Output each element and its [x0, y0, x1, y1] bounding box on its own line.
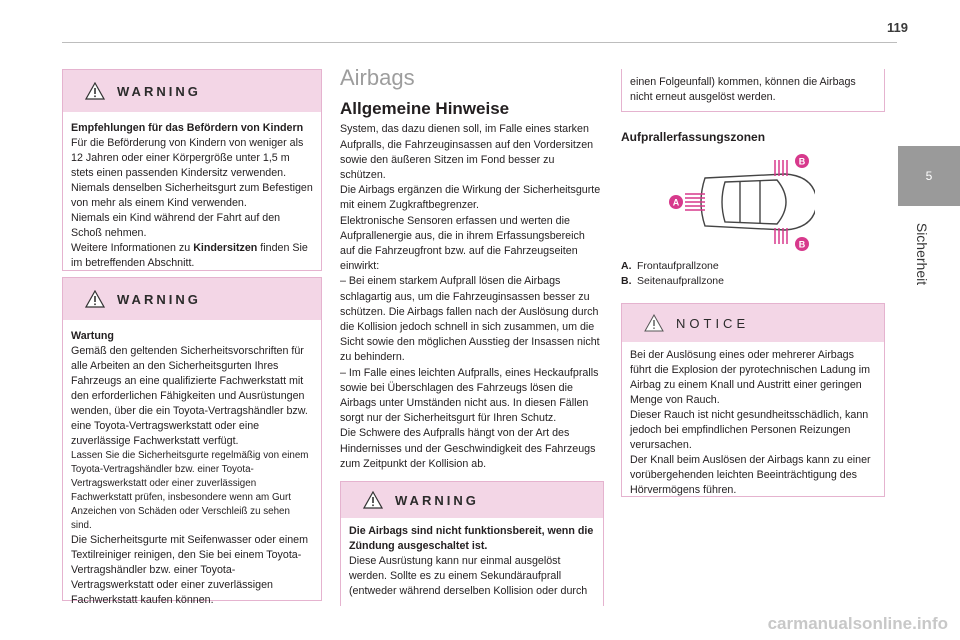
- paragraph: – Im Falle eines leichten Aufpralls, eines Heckaufpralls sowie bei Überschlagen des Fahrzeugs lösen die Airbags unter Umständen nicht aus. In diesen Fällen sorgt nur der Sicherheitsgurt für Ihren Schutz.: [340, 366, 599, 425]
- notice-body: [622, 342, 884, 506]
- marker-a-label: A: [672, 197, 680, 208]
- warning-box-children: [62, 69, 322, 271]
- chapter-label: Sicherheit: [914, 222, 930, 286]
- zones-legend: [621, 259, 883, 289]
- legend-key: B.: [621, 275, 632, 287]
- notice-header: [622, 304, 884, 342]
- paragraph: Elektronische Sensoren erfassen und werten die Aufprallenergie aus, die in ihrem Erfassungsbereich auf die Fahrzeugfront bzw. auf die Fahrzeugseiten einwirkt:: [340, 214, 585, 273]
- warning-box-airbags: [340, 481, 604, 606]
- legend-row: [621, 274, 883, 289]
- chapter-number: 5: [925, 169, 933, 183]
- watermark: carmanualsonline.info: [767, 614, 948, 633]
- warning-heading: Die Airbags sind nicht funktionsbereit, wenn die Zündung ausgeschaltet ist.: [349, 525, 594, 552]
- section-title: Airbags: [340, 65, 415, 90]
- warning-title: WARNING: [117, 291, 201, 307]
- legend-row: [621, 259, 883, 274]
- notice-box: [621, 303, 885, 497]
- section-subtitle: Allgemeine Hinweise: [340, 99, 510, 119]
- warning-header: [341, 482, 603, 518]
- front-impact-zone: [685, 194, 705, 210]
- zones-heading: Aufprallerfassungszonen: [621, 130, 766, 144]
- marker-b-label: B: [798, 156, 806, 167]
- paragraph: – Bei einem starkem Aufprall lösen die Airbags schlagartig aus, um die Fahrzeuginsassen besser zu schützen. Die Airbags fallen nach der Auslösung durch die Kollision jedoch schnell in sich zusammen, um die Sicht sowie den möglichen Ausstieg der Insassen nicht zu behindern.: [340, 275, 600, 364]
- paragraph: Der Knall beim Auslösen der Airbags kann zu einer vorübergehenden leichten Beeinträchtigung des Hörvermögens führen.: [630, 454, 871, 496]
- paragraph: Bei der Auslösung eines oder mehrerer Airbags führt die Explosion der pyrotechnischen Ladung im Airbag zu einem Knall und Austritt einer geringen Menge von Rauch.: [630, 349, 871, 406]
- paragraph: System, das dazu dienen soll, im Falle eines starken Aufpralls, die Fahrzeuginsassen auf den Vordersitzen sowie den äußeren Sitzen im Fond besser zu schützen.: [340, 123, 594, 182]
- paragraph: Die Schwere des Aufpralls hängt von der Art des Hindernisses und der Geschwindigkeit des Fahrzeugs zum Zeitpunkt der Kollision ab.: [340, 427, 596, 470]
- warning-body: [341, 518, 603, 607]
- info-text: Weitere Informationen zu: [71, 242, 194, 254]
- warning-heading: Wartung: [71, 330, 114, 342]
- warning-text: Die Sicherheitsgurte mit Seifenwasser oder einem Textilreiniger reinigen, den Sie bei einem Toyota-Vertragshändler bzw. einer Toyota-Vertragswerkstatt oder einer zuverlässigen Fachwerkstatt kaufen können.: [71, 534, 309, 606]
- info-text: finden Sie im betreffenden Abschnitt.: [71, 242, 308, 269]
- warning-body: [622, 69, 884, 113]
- warning-box-maintenance: [62, 277, 322, 606]
- warning-body: [63, 112, 321, 279]
- warning-line: Niemals denselben Sicherheitsgurt zum Befestigen von mehr als einem Kind verwenden.: [71, 182, 313, 209]
- chapter-tab[interactable]: [898, 146, 960, 206]
- marker-b-label: B: [798, 239, 806, 250]
- paragraph: Dieser Rauch ist nicht gesundheitsschädlich, kann jedoch bei empfindlichen Personen Reizungen verursachen.: [630, 409, 869, 451]
- legend-label: Seitenaufprallzone: [637, 275, 724, 287]
- notice-icon: [644, 314, 664, 332]
- airbags-column: [340, 65, 602, 472]
- paragraph: Die Airbags ergänzen die Wirkung der Sicherheitsgurte mit einem Zugkraftbegrenzer.: [340, 184, 601, 212]
- warning-header: [63, 70, 321, 112]
- warning-heading: Empfehlungen für das Befördern von Kindern: [71, 122, 304, 134]
- car-outline: [701, 174, 815, 230]
- warning-text: Diese Ausrüstung kann nur einmal ausgelöst werden. Sollte es zu einem Sekundäraufprall (entweder während derselben Kollision oder durch: [349, 555, 588, 597]
- legend-label: Frontaufprallzone: [637, 260, 719, 272]
- warning-title: WARNING: [395, 492, 479, 508]
- page-number: 119: [887, 20, 908, 35]
- warning-icon: [85, 290, 105, 308]
- warning-body: [63, 320, 321, 616]
- warning-text: Gemäß den geltenden Sicherheitsvorschriften für alle Arbeiten an den Sicherheitsgurten Ihres Fahrzeugs an eine qualifizierte Fachwerkstatt mit den erforderlichen Fähigkeiten und Ausrüstungen wenden, über die ein Toyota-Vertragshändler bzw. eine Toyota-Vertragswerkstatt oder eine zuverlässige Fachwerkstatt verfügt.: [71, 345, 308, 447]
- warning-line: Für die Beförderung von Kindern von weniger als 12 Jahren oder einer Körpergröße unter 1,5 m stets einen passenden Kindersitz verwenden.: [71, 137, 304, 179]
- warning-icon: [363, 491, 383, 509]
- warning-continued-text: einen Folgeunfall) kommen, können die Airbags nicht erneut ausgelöst werden.: [630, 76, 856, 103]
- warning-title: WARNING: [117, 83, 201, 99]
- warning-info: [71, 241, 313, 271]
- zones-section: [621, 130, 883, 145]
- notice-title: NOTICE: [676, 315, 750, 331]
- header-rule: [62, 42, 897, 43]
- warning-small-text: Lassen Sie die Sicherheitsgurte regelmäßig von einem Toyota-Vertragshändler bzw. einer Toyota-Vertragswerkstatt oder einer zuverlässigen Fachwerkstatt prüfen, insbesondere wenn am Gurt Anzeichen von Schäden oder Verschleiß zu sehen sind.: [71, 450, 309, 531]
- warning-icon: [85, 82, 105, 100]
- car-diagram: [665, 150, 815, 255]
- warning-line: Niemals ein Kind während der Fahrt auf den Schoß nehmen.: [71, 212, 281, 239]
- info-link-text: Kindersitzen: [193, 242, 258, 254]
- legend-key: A.: [621, 260, 632, 272]
- warning-box-continued: [621, 69, 885, 112]
- warning-header: [63, 278, 321, 320]
